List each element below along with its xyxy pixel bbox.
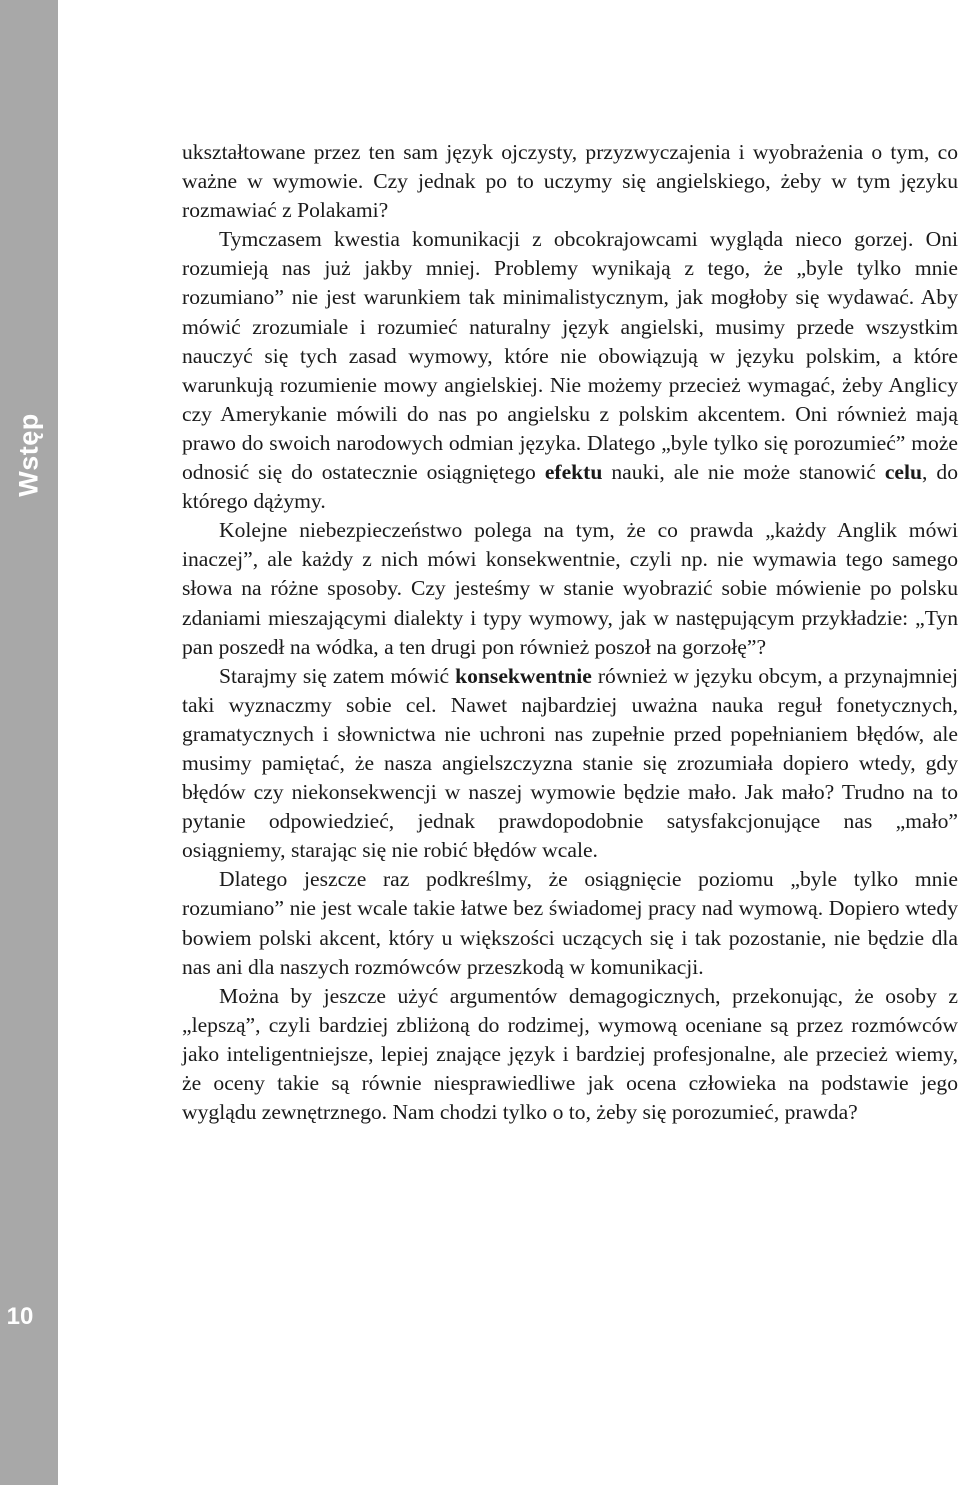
paragraph-text: Kolejne niebezpieczeństwo polega na tym, że co prawda „każdy Anglik mówi inaczej”, ale każdy z nich mówi konsekwentnie, czyli np. nie wymawia tego samego słowa na różne sposoby. Czy jesteśmy w stanie wyobrazić sobie mówienie po polsku zdaniami mieszającymi dialekty i typy wymowy, jak w następującym przykładzie: „Tyn pan poszedł na wódka, a ten drugi pon również poszoł na gorzołę”? [182,518,958,659]
page-number: 10 [6,1303,34,1330]
paragraph-text: Dlatego jeszcze raz podkreślmy, że osiągnięcie poziomu „byle tylko mnie rozumiano” nie jest wcale takie łatwe bez świadomej pracy nad wymową. Dopiero wtedy bowiem polski akcent, który u większości uczących się i tak pozostanie, nie będzie dla nas ani dla naszych rozmówców przeszkodą w komunikacji. [182,867,958,979]
paragraph [182,662,958,866]
emphasis-text: konsekwentnie [455,663,592,688]
emphasis-text: efektu [544,460,603,485]
paragraph-text: Tymczasem kwestia komunikacji z obcokrajowcami wygląda nieco gorzej. Oni rozumieją nas już jakby mniej. Problemy wynikają z tego, że „byle tylko mnie rozumiano” nie jest warunkiem tak minimalistycznym, jak mogłoby się wydawać. Aby mówić zrozumiale i rozumieć naturalny język angielski, musimy przede wszystkim nauczyć się tych zasad wymowy, które nie obowiązują w języku polskim, a które warunkują rozumienie mowy angielskiej. Nie możemy przecież wymagać, żeby Anglicy czy Amerykanie mówili do nas po angielsku z polskim akcentem. Oni również mają prawo do swoich narodowych odmian języka. Dlatego „byle tylko się porozumieć” może odnosić się do ostatecznie osiągniętego [182,227,958,485]
paragraph-text: również w języku obcym, a przynajmniej taki wyznaczmy sobie cel. Nawet najbardziej uważna nauka reguł fonetycznych, gramatycznych i słownictwa nie uchroni nas zupełnie przed popełnianiem błędów, ale musimy pamiętać, że nasza angielszczyzna stanie się zrozumiała dopiero wtedy, gdy błędów czy niekonsekwencji w naszej wymowie będzie mało. Jak mało? Trudno na to pytanie odpowiedzieć, jednak prawdopodobnie satysfakcjonujące nas „mało” osiągniemy, starając się nie robić błędów wcale. [182,663,958,863]
paragraph [182,865,958,981]
paragraph-text: Można by jeszcze użyć argumentów demagogicznych, przekonując, że osoby z „lepszą”, czyli bardziej zbliżoną do rodzimej, wymową oceniane są przez rozmówców jako inteligentniejsze, lepiej znające język i bardziej profesjonalne, ale przecież wiemy, że oceny takie są równie niesprawiedliwe jak ocena człowieka na podstawie jego wyglądu zewnętrznego. Nam chodzi tylko o to, żeby się porozumieć, prawda? [182,983,958,1125]
emphasis-text: celu [884,460,923,485]
body-text [182,138,958,1127]
side-band [0,0,58,1485]
paragraph [182,516,958,661]
paragraph-text: ukształtowane przez ten sam język ojczysty, przyzwyczajenia i wyobrażenia o tym, co ważne w wymowie. Czy jednak po to uczymy się angielskiego, żeby w tym języku rozmawiać z Polakami? [182,140,958,223]
section-label: Wstęp [13,413,44,497]
paragraph [182,982,958,1127]
paragraph [182,138,958,225]
paragraph-text: Starajmy się zatem mówić [219,663,456,688]
paragraph [182,225,958,516]
paragraph-text: nauki, ale nie może stanowić [602,460,885,485]
paragraph-text: , do którego dążymy. [182,460,959,514]
